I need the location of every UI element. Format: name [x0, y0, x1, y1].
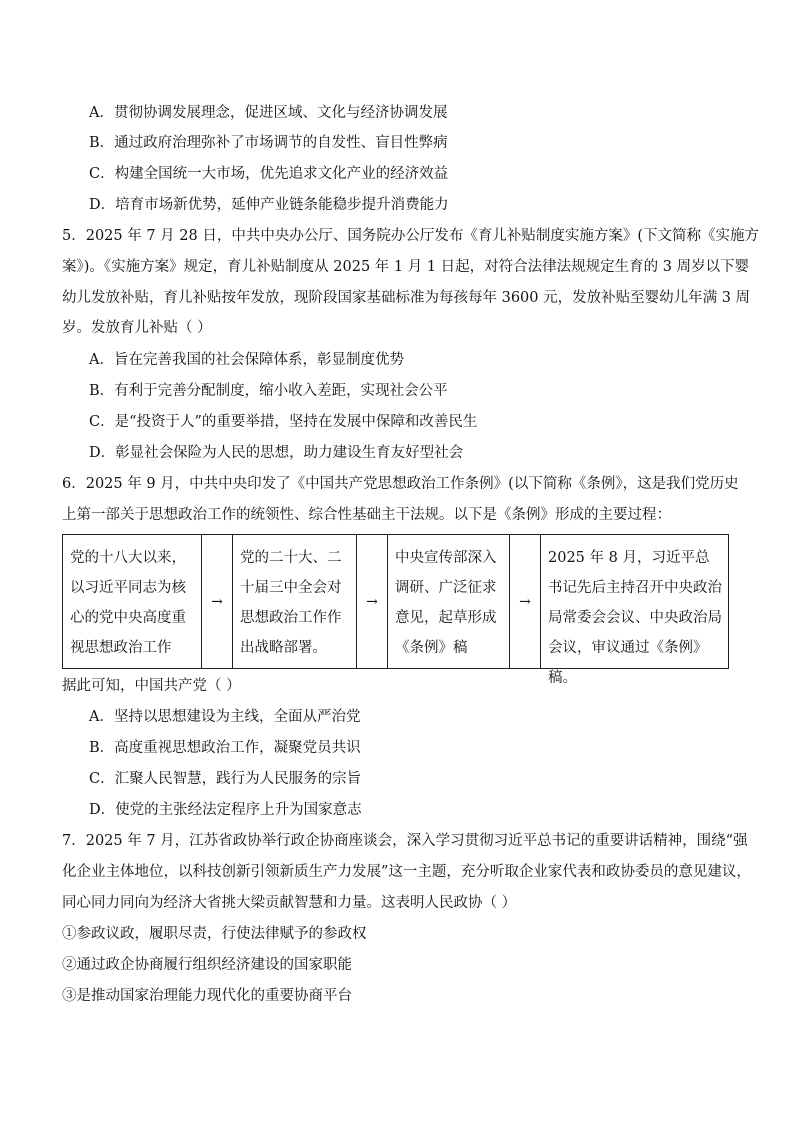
q5-stem-line-4: 岁。发放育儿补贴（ ）	[62, 320, 212, 336]
q5-option-d: D．彰显社会保险为人民的思想，助力建设生育友好型社会	[89, 445, 464, 461]
q6-stem-line-2: 上第一部关于思想政治工作的统领性、综合性基础主干法规。以下是《条例》形成的主要过程：	[62, 507, 671, 523]
flow-arrow-icon: →	[510, 535, 541, 668]
q5-stem-line-2: 案》)。《实施方案》规定，育儿补贴制度从 2025 年 1 月 1 日起，对符合法律法规规定生育的 3 周岁以下婴	[62, 259, 750, 275]
q7-statement-2: ②通过政企协商履行组织经济建设的国家职能	[62, 957, 352, 973]
q4-option-a: A．贯彻协调发展理念，促进区域、文化与经济协调发展	[89, 105, 448, 121]
q5-option-c: C．是“投资于人”的重要举措，坚持在发展中保障和改善民生	[89, 414, 478, 430]
flow-step-1: 党的十八大以来，以习近平同志为核心的党中央高度重视思想政治工作	[63, 535, 202, 668]
flow-step-3: 中央宣传部深入调研、广泛征求意见，起草形成《条例》稿	[388, 535, 510, 668]
q7-statement-3: ③是推动国家治理能力现代化的重要协商平台	[62, 988, 352, 1004]
q5-stem-line-3: 幼儿发放补贴，育儿补贴按年发放，现阶段国家基础标准为每孩每年 3600 元，发放补贴至婴幼儿年满 3 周	[62, 290, 751, 306]
q6-option-c: C．汇聚人民智慧，践行为人民服务的宗旨	[89, 771, 362, 787]
q7-stem-line-1: 7．2025 年 7 月，江苏省政协举行政企协商座谈会，深入学习贯彻习近平总书记的重要讲话精神，围绕“强	[62, 833, 748, 849]
q6-option-a: A．坚持以思想建设为主线，全面从严治党	[89, 709, 361, 725]
q5-option-a: A．旨在完善我国的社会保障体系，彰显制度优势	[89, 352, 404, 368]
q7-stem-line-3: 同心同力同向为经济大省挑大梁贡献智慧和力量。这表明人民政协（ ）	[62, 895, 517, 911]
q4-option-c: C．构建全国统一大市场，优先追求文化产业的经济效益	[89, 166, 449, 182]
flow-step-4: 2025 年 8 月，习近平总书记先后主持召开中央政治局常委会会议、中央政治局会议，审议通过《条例》稿。	[548, 550, 722, 686]
flow-arrow-icon: →	[202, 535, 233, 668]
flow-step-2: 党的二十大、二十届三中全会对思想政治工作作出战略部署。	[233, 535, 357, 668]
q7-stem-line-2: 化企业主体地位，以科技创新引领新质生产力发展”这一主题，充分听取企业家代表和政协委员的意见建议，	[62, 864, 751, 880]
q6-question: 据此可知，中国共产党（ ）	[62, 678, 241, 694]
q6-option-b: B．高度重视思想政治工作，凝聚党员共识	[89, 740, 361, 756]
q5-stem-line-1: 5．2025 年 7 月 28 日，中共中央办公厅、国务院办公厅发布《育儿补贴制度实施方案》(下文简称《实施方	[62, 228, 760, 244]
q5-option-b: B．有利于完善分配制度，缩小收入差距，实现社会公平	[89, 383, 448, 399]
q4-option-b: B．通过政府治理弥补了市场调节的自发性、盲目性弊病	[89, 135, 448, 151]
flow-arrow-icon: →	[357, 535, 388, 668]
q7-statement-1: ①参政议政，履职尽责，行使法律赋予的参政权	[62, 926, 367, 942]
q4-option-d: D．培育市场新优势，延伸产业链条能稳步提升消费能力	[89, 197, 449, 213]
q6-option-d: D．使党的主张经法定程序上升为国家意志	[89, 802, 362, 818]
q6-stem-line-1: 6．2025 年 9 月，中共中央印发了《中国共产党思想政治工作条例》(以下简称《条例》，这是我们党历史	[62, 476, 739, 492]
